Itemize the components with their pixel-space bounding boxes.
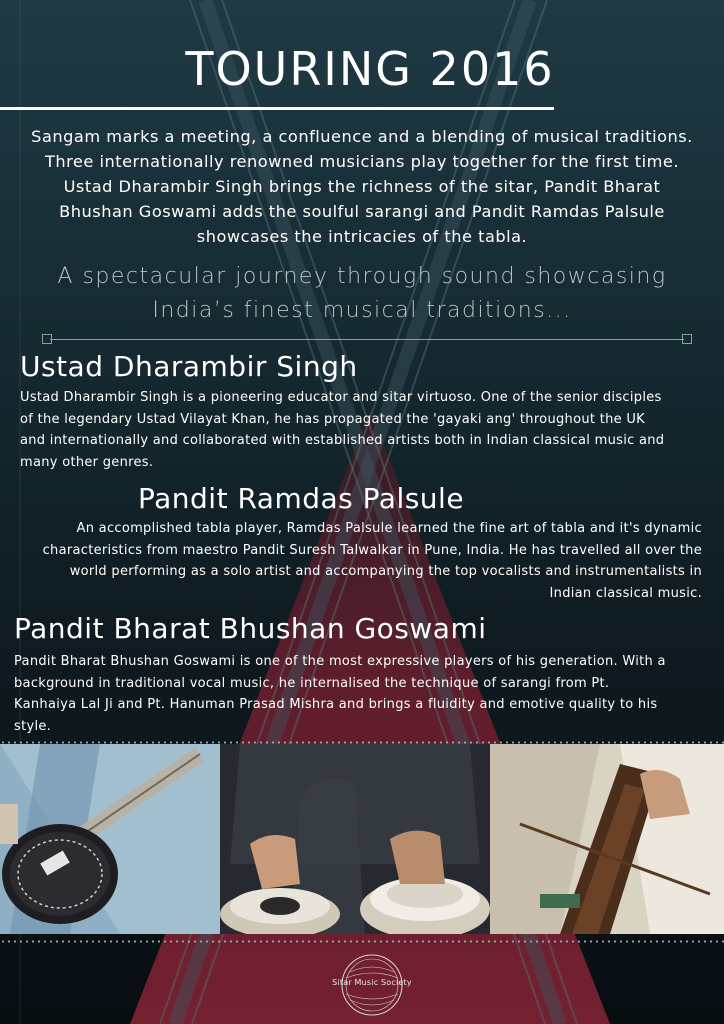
page-title: TOURING 2016 bbox=[185, 42, 555, 96]
divider-line bbox=[50, 339, 684, 340]
sarangi-photo bbox=[490, 744, 724, 934]
dotted-rule-bottom bbox=[0, 940, 724, 943]
section-divider bbox=[42, 334, 692, 346]
intro-paragraph: Sangam marks a meeting, a confluence and a blending of musical traditions. Three internationally renowned musicians play together for the first time. Ustad Dharambir Singh brings the richness of the sitar, Pandit Bharat Bhushan Goswami adds the soulful sarangi and Pandit Ramdas Palsule showcases the intricacies of the tabla. bbox=[31, 127, 693, 246]
tagline-line-1: A spectacular journey through sound showcasing bbox=[57, 264, 667, 289]
musician-bio-ramdas: An accomplished tabla player, Ramdas Palsule learned the fine art of tabla and it's dynamic characteristics from maestro Pandit Suresh Talwalkar in Pune, India. He has travelled all over the world performing as a solo artist and accompanying the top vocalists and instrumentalists in Indian classical music. bbox=[42, 521, 702, 601]
title-underline bbox=[0, 107, 554, 110]
musician-name-bharat: Pandit Bharat Bhushan Goswami bbox=[14, 612, 487, 645]
musician-photo-strip bbox=[0, 744, 724, 934]
tagline-line-2: India’s finest musical traditions... bbox=[152, 298, 572, 323]
musician-bio-dharambir: Ustad Dharambir Singh is a pioneering educator and sitar virtuoso. One of the senior disciples of the legendary Ustad Vilayat Khan, he has propagated the 'gayaki ang' throughout the UK and internationally and collaborated with established artists both in Indian classical music and many other genres. bbox=[20, 390, 665, 470]
musician-bio-bharat: Pandit Bharat Bhushan Goswami is one of the most expressive players of his generation. With a background in traditional vocal music, he internalised the technique of sarangi from Pt. Kanhaiya Lal Ji and Pt. Hanuman Prasad Mishra and brings a fluidity and emotive quality to his style. bbox=[14, 654, 666, 734]
musician-name-dharambir: Ustad Dharambir Singh bbox=[20, 350, 358, 383]
logo-text: Sitar Music Society bbox=[332, 978, 412, 987]
divider-square-right bbox=[682, 334, 692, 344]
sitar-photo bbox=[0, 744, 220, 934]
tabla-photo bbox=[220, 744, 490, 934]
musician-name-ramdas: Pandit Ramdas Palsule bbox=[138, 482, 465, 515]
tagline bbox=[0, 260, 724, 328]
